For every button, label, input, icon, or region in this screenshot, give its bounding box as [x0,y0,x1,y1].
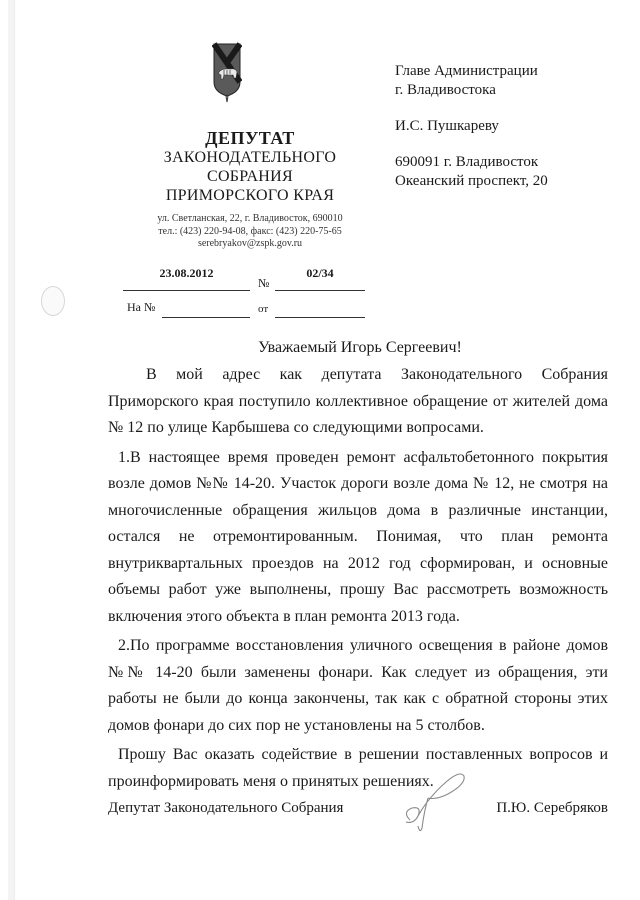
letterhead [120,128,380,251]
addressee-street: Океанский проспект, 20 [395,173,548,189]
reference-number-blank [162,317,250,318]
addressee-position: Главе Администрации [395,63,538,79]
letterhead-title: ДЕПУТАТ [205,128,295,148]
body-paragraph-request: Прошу Вас оказать содействие в решении поставленных вопросов и проинформировать меня о принятых решениях. [108,746,608,790]
letterhead-email: serebryakov@zspk.gov.ru [197,238,303,249]
addressee-postal: 690091 г. Владивосток [395,154,539,170]
reference-from-label: от [258,303,269,315]
handwritten-signature [398,768,488,838]
letterhead-org-line: СОБРАНИЯ [206,168,293,185]
letterhead-org-line: ЗАКОНОДАТЕЛЬНОГО [163,149,337,166]
reference-date-blank [275,317,365,318]
letterhead-address: ул. Светланская, 22, г. Владивосток, 690010 [157,213,343,224]
body-paragraph-intro: В мой адрес как депутата Законодательного Собрания Приморского края поступило коллективное обращение от жителей дома № 12 по улице Карбышева со следующими вопросами. [108,366,608,436]
body-paragraph-item-1: 1.В настоящее время проведен ремонт асфальтобетонного покрытия возле домов №№ 14-20. Участок дороги возле дома № 12, не смотря на многочисленные обращения жильцов дома в различные инстанции, остался не отремонтированным. Понимая, что план ремонта внутриквартальных проездов на 2012 год сформирован, и основные объемы работ уже выполнены, прошу Вас рассмотреть возможность включения этого объекта в план ремонта 2013 года. [108,448,608,625]
letter-body [108,362,608,795]
salutation: Уважаемый Игорь Сергеевич! [258,339,462,356]
addressee-city: г. Владивостока [395,82,496,98]
letterhead-org-line: ПРИМОРСКОГО КРАЯ [165,187,335,204]
punch-hole [41,286,65,316]
signatory-title: Депутат Законодательного Собрания [108,800,344,816]
signatory-name: П.Ю. Серебряков [496,800,608,816]
outgoing-number: 02/34 [275,260,365,291]
reference-number-label: На № [127,300,156,314]
body-paragraph-item-2: 2.По программе восстановления уличного освещения в районе домов №№ 14-20 были заменены фонари. Как следует из обращения, эти работы не были до конца закончены, так как с обратной стороны этих домов фонари до сих пор не установлены на 5 столбов. [108,637,608,734]
number-label: № [258,276,270,290]
letterhead-contacts [120,213,380,251]
addressee-name: И.С. Пушкареву [395,118,499,134]
addressee-block [395,62,548,191]
coat-of-arms-emblem [212,42,242,104]
outgoing-date: 23.08.2012 [123,260,250,291]
letterhead-phones: тел.: (423) 220-94-08, факс: (423) 220-75-65 [158,225,342,237]
scan-page-edge [8,0,15,900]
